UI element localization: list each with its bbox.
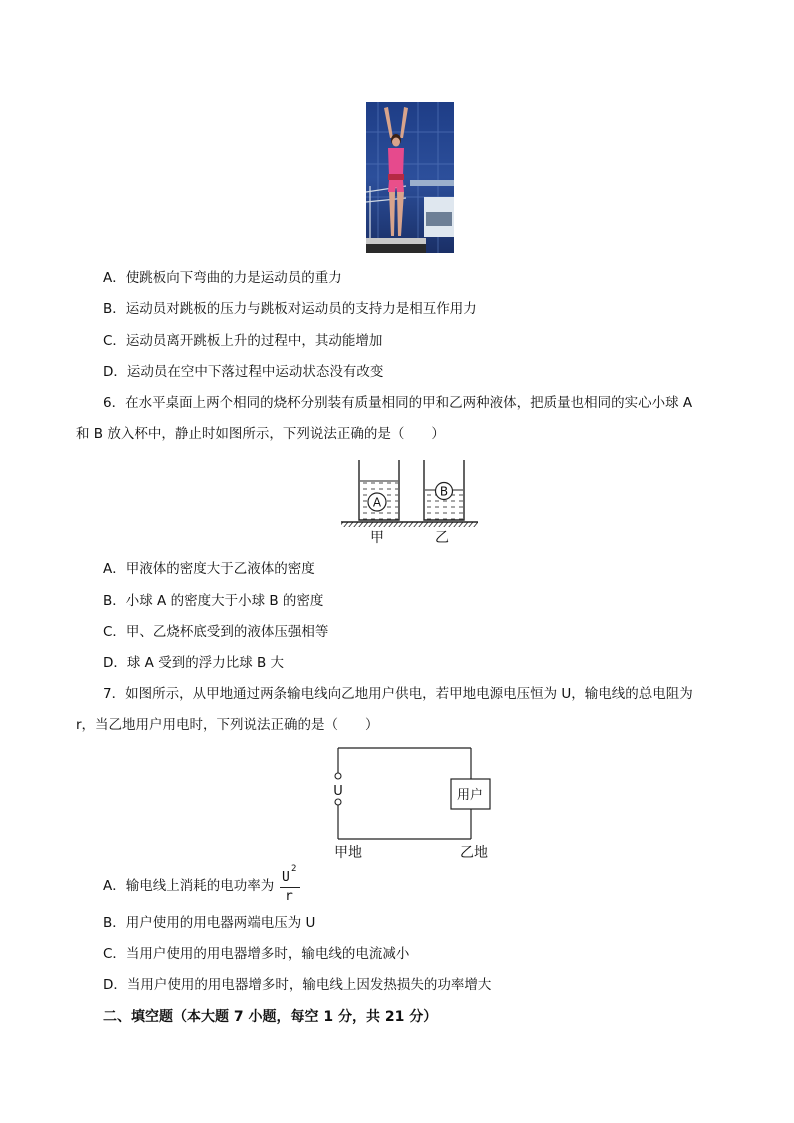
q6-option-a: A．甲液体的密度大于乙液体的密度 bbox=[103, 561, 315, 577]
q6-option-c: C．甲、乙烧杯底受到的液体压强相等 bbox=[103, 624, 329, 640]
q5-option-a: A．使跳板向下弯曲的力是运动员的重力 bbox=[103, 270, 342, 286]
diver-photo bbox=[366, 102, 454, 253]
fraction-numerator: U bbox=[282, 870, 290, 885]
beaker-yi bbox=[424, 460, 464, 520]
q6-stem-line1: 6．在水平桌面上两个相同的烧杯分别装有质量相同的甲和乙两种液体，把质量也相同的实心小球 A bbox=[103, 395, 693, 411]
q7-circuit-figure bbox=[328, 742, 498, 864]
q6-stem-line2: 和 B 放入杯中，静止时如图所示，下列说法正确的是（ ） bbox=[76, 426, 445, 442]
source-voltage-label: U bbox=[333, 784, 343, 799]
place-label-jia: 甲地 bbox=[334, 845, 362, 861]
q5-option-d: D．运动员在空中下落过程中运动状态没有改变 bbox=[103, 364, 384, 380]
q5-option-b: B．运动员对跳板的压力与跳板对运动员的支持力是相互作用力 bbox=[103, 301, 477, 317]
beaker-label-yi: 乙 bbox=[435, 530, 449, 546]
q7-option-b: B．用户使用的用电器两端电压为 U bbox=[103, 915, 316, 931]
q7-stem-line2: r，当乙地用户用电时，下列说法正确的是（ ） bbox=[76, 717, 379, 733]
q5-option-c: C．运动员离开跳板上升的过程中，其动能增加 bbox=[103, 333, 383, 349]
section2-title: 二、填空题（本大题 7 小题，每空 1 分，共 21 分） bbox=[103, 1009, 438, 1025]
q7-option-a bbox=[103, 877, 274, 895]
q7-stem-line1: 7．如图所示，从甲地通过两条输电线向乙地用户供电，若甲地电源电压恒为 U，输电线的总电阻为 bbox=[103, 686, 693, 702]
q6-option-b: B．小球 A 的密度大于小球 B 的密度 bbox=[103, 593, 324, 609]
fraction-denominator: r bbox=[285, 889, 293, 904]
q6-beakers-figure bbox=[338, 456, 482, 548]
user-load-label: 用户 bbox=[456, 788, 484, 803]
fraction-exponent: 2 bbox=[291, 864, 297, 874]
place-label-yi: 乙地 bbox=[460, 845, 488, 861]
ball-a-label: A bbox=[372, 495, 382, 510]
q7-option-a-text: A．输电线上消耗的电功率为 bbox=[103, 878, 275, 894]
beaker-jia bbox=[359, 460, 399, 520]
q6-option-d: D．球 A 受到的浮力比球 B 大 bbox=[103, 655, 285, 671]
fraction-bar bbox=[280, 887, 300, 888]
ball-b-label: B bbox=[439, 484, 449, 499]
q7-option-a-fraction bbox=[280, 864, 304, 907]
q7-option-d: D．当用户使用的用电器增多时，输电线上因发热损失的功率增大 bbox=[103, 977, 492, 993]
beaker-label-jia: 甲 bbox=[370, 530, 384, 546]
q7-option-c: C．当用户使用的用电器增多时，输电线的电流减小 bbox=[103, 946, 410, 962]
